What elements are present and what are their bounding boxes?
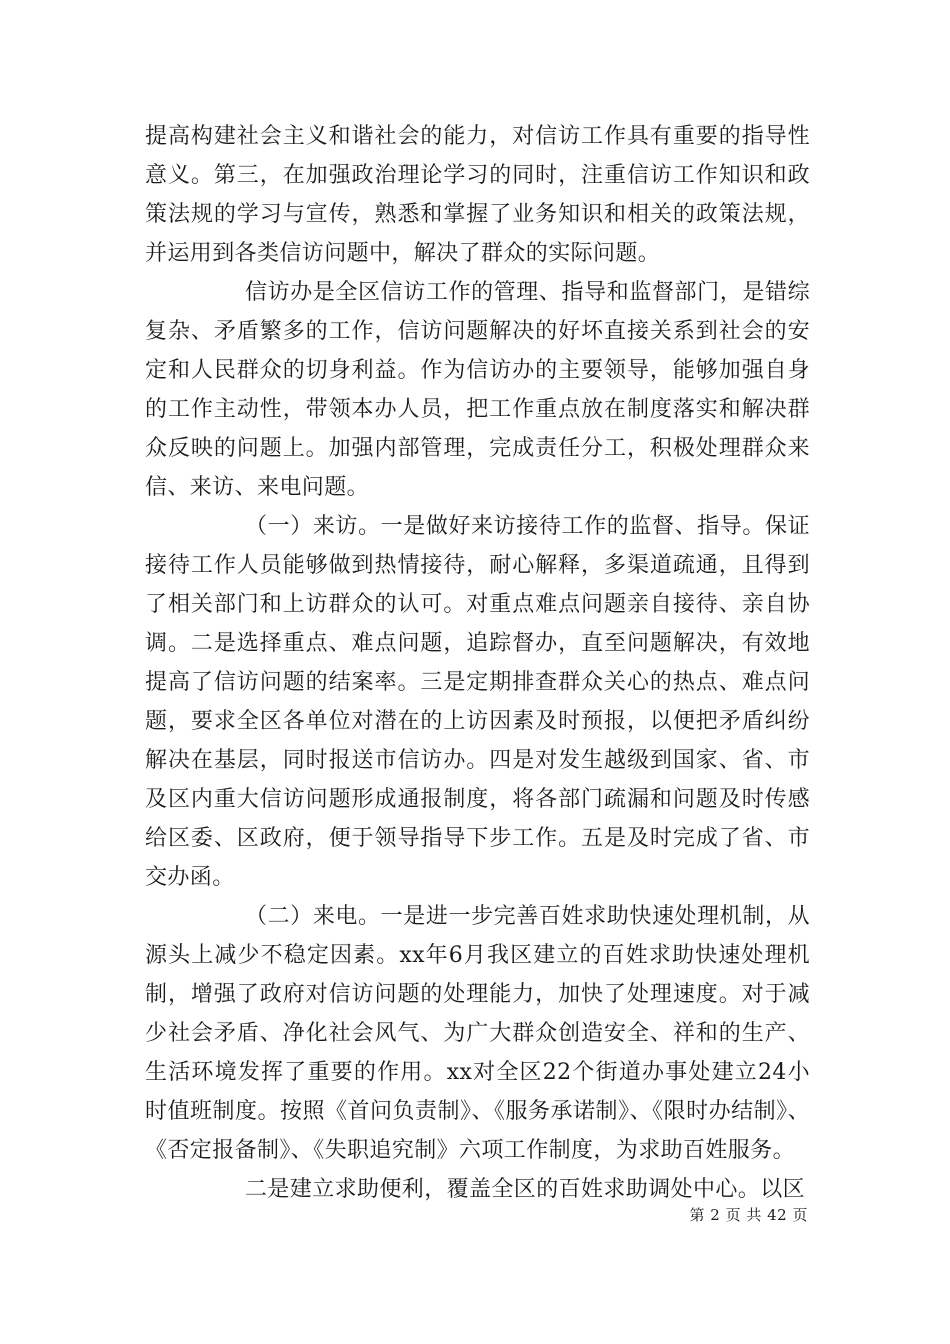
document-body — [145, 117, 810, 1209]
paragraph-help-center: 二是建立求助便利，覆盖全区的百姓求助调处中心。以区 — [245, 1177, 806, 1202]
paragraph-continuation: 提高构建社会主义和谐社会的能力，对信访工作具有重要的指导性意义。第三，在加强政治理论学习的同时，注重信访工作知识和政策法规的学习与宣传，熟悉和掌握了业务知识和相关的政策法规，并运用到各类信访问题中，解决了群众的实际问题。 — [145, 124, 810, 266]
paragraph-calls: （二）来电。一是进一步完善百姓求助快速处理机制，从源头上减少不稳定因素。xx年6月我区建立的百姓求助快速处理机制，增强了政府对信访问题的处理能力，加快了处理速度。对于减少社会矛盾、净化社会风气、为广大群众创造安全、祥和的生产、生活环境发挥了重要的作用。xx对全区22个街道办事处建立24小时值班制度。按照《首问负责制》、《服务承诺制》、《限时办结制》、《否定报备制》、《失职追究制》六项工作制度，为求助百姓服务。 — [145, 904, 810, 1163]
page-number: 第 2 页 共 42 页 — [689, 1206, 808, 1224]
paragraph-visits: （一）来访。一是做好来访接待工作的监督、指导。保证接待工作人员能够做到热情接待，耐心解释，多渠道疏通，且得到了相关部门和上访群众的认可。对重点难点问题亲自接待、亲自协调。二是选择重点、难点问题，追踪督办，直至问题解决，有效地提高了信访问题的结案率。三是定期排查群众关心的热点、难点问题，要求全区各单位对潜在的上访因素及时预报，以便把矛盾纠纷解决在基层，同时报送市信访办。四是对发生越级到国家、省、市及区内重大信访问题形成通报制度，将各部门疏漏和问题及时传感给区委、区政府，便于领导指导下步工作。五是及时完成了省、市交办函。 — [145, 514, 810, 890]
paragraph-petition-office: 信访办是全区信访工作的管理、指导和监督部门，是错综复杂、矛盾繁多的工作，信访问题解决的好坏直接关系到社会的安定和人民群众的切身利益。作为信访办的主要领导，能够加强自身的工作主动性，带领本办人员，把工作重点放在制度落实和解决群众反映的问题上。加强内部管理，完成责任分工，积极处理群众来信、来访、来电问题。 — [145, 280, 810, 500]
